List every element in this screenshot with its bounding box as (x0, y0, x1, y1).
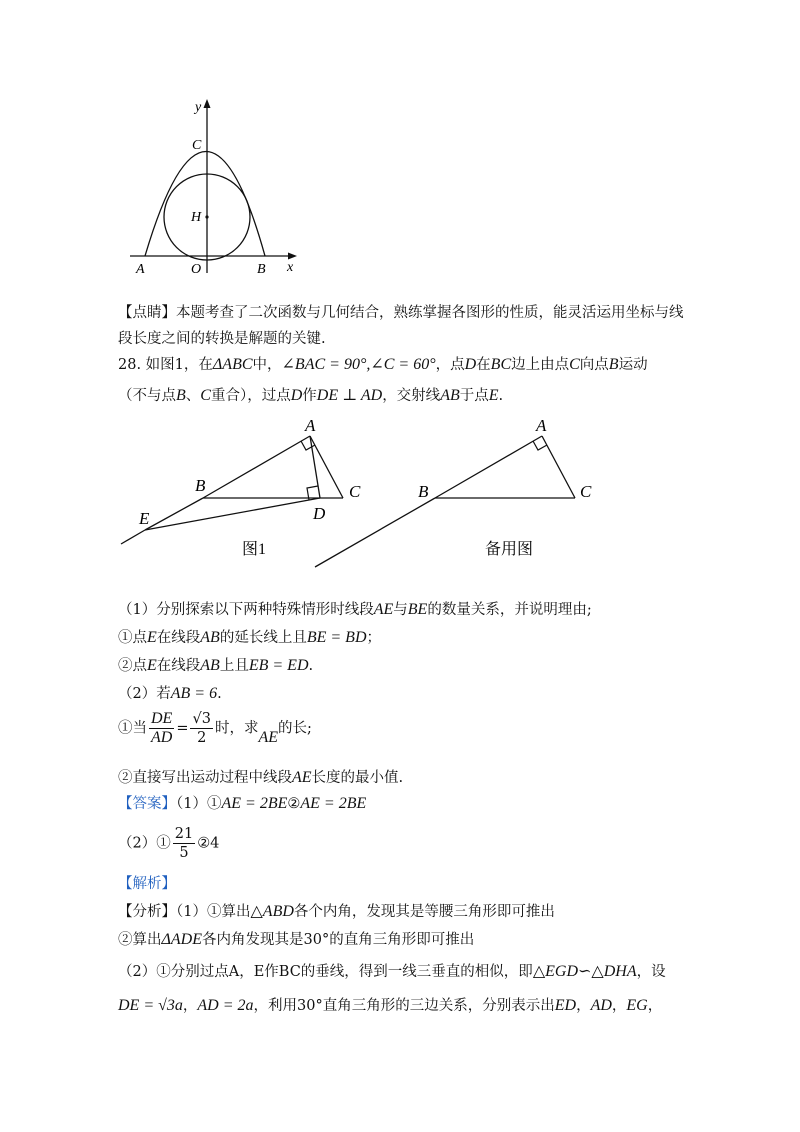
fig1-label-e: E (139, 509, 150, 528)
analysis-tag-line (118, 874, 176, 894)
analysis-subtag: 【分析】 (118, 904, 176, 920)
analysis-tag: 【解析】 (118, 876, 176, 892)
question-1-1 (118, 628, 381, 648)
equals-sign: = (176, 720, 189, 737)
question-text: 长度的最小值. (311, 770, 404, 786)
problem-math: C (200, 387, 211, 404)
problem-math: BC (490, 356, 512, 373)
problem-text: 于点 (459, 388, 489, 404)
label-o: O (191, 262, 202, 277)
analysis-line-1 (118, 902, 555, 922)
x-axis-arrow (288, 253, 297, 260)
problem-math: ∠BAC = 90°,∠C = 60° (281, 356, 436, 373)
analysis-text: 各个内角，发现其是等腰三角形即可推出 (293, 904, 555, 920)
comment-text-1: 本题考查了二次函数与几何结合，熟练掌握各图形的性质，能灵活运用坐标与线 (176, 305, 684, 321)
answer-math: AE = 2BE (300, 795, 367, 812)
problem-text: ，点 (435, 357, 465, 373)
comment-line-2 (118, 329, 326, 349)
problem-text: . (498, 388, 504, 404)
fig1-caption: 图1 (242, 541, 267, 558)
analysis-line-4 (118, 996, 662, 1016)
backup-caption: 备用图 (485, 541, 534, 558)
fig1-label-d: D (313, 504, 326, 523)
analysis-text: ， (611, 998, 627, 1014)
answer-text: （1）① (176, 796, 222, 812)
question-text: ②点 (118, 658, 147, 674)
analysis-text: 各内角发现其是30°的直角三角形即可推出 (202, 932, 475, 948)
triangle-figures (115, 412, 615, 572)
question-1 (118, 600, 592, 620)
question-text: 在线段 (156, 658, 201, 674)
backup-label-a: A (536, 416, 547, 435)
analysis-math: EG (626, 997, 648, 1014)
question-math: E (147, 629, 157, 646)
question-math: AB (200, 657, 220, 674)
analysis-math: ΔADE (161, 931, 202, 948)
answer-line-2 (118, 825, 219, 862)
analysis-math: AD = 2a (197, 997, 254, 1014)
analysis-math: △EGD∽△DHA (532, 963, 637, 980)
analysis-text: ， (576, 998, 591, 1014)
label-x: x (287, 260, 294, 275)
problem-text: 重合），过点 (210, 388, 291, 404)
analysis-math: DE = √3a (118, 997, 183, 1014)
answer-math: AE = 2BE (221, 795, 288, 812)
parabola (145, 152, 265, 257)
problem-math: E (488, 387, 499, 404)
analysis-math: AD (590, 997, 612, 1014)
label-h: H (191, 210, 202, 225)
analysis-text: ，设 (636, 964, 666, 980)
question-text: 的长; (278, 720, 312, 737)
fraction-numerator: 21 (174, 826, 194, 842)
analysis-text: ，利用30°直角三角形的三边关系，分别表示出 (253, 998, 555, 1014)
parabola-circle-figure (120, 95, 310, 280)
fraction-denominator: AD (151, 729, 173, 746)
problem-math: B (176, 387, 186, 404)
label-y: y (195, 100, 202, 115)
question-math: AE (373, 601, 394, 618)
problem-math: D (464, 356, 477, 373)
question-text: . (217, 686, 222, 702)
problem-text: 、 (185, 388, 201, 404)
question-math: BE (407, 601, 428, 618)
fraction-21-5 (173, 825, 195, 862)
fraction-numerator: DE (151, 710, 173, 727)
analysis-line-3 (118, 962, 666, 982)
analysis-text: （2）①分别过点A，E作BC的垂线，得到一线三垂直的相似，即 (118, 964, 533, 980)
problem-math: D (290, 387, 303, 404)
fig1-label-b: B (195, 476, 206, 495)
figure-1-triangle (121, 416, 361, 558)
fraction-sqrt3-2 (190, 710, 212, 747)
problem-text: 中， (252, 357, 282, 373)
problem-line-2 (118, 386, 503, 406)
question-text: 的延长线上且 (219, 630, 307, 646)
label-b: B (257, 262, 266, 277)
question-math: AB (200, 629, 220, 646)
problem-text: 28. 如图1，在 (118, 357, 213, 373)
question-text: ①当 (118, 720, 147, 737)
question-2-1 (118, 710, 312, 747)
question-text: （2）若 (118, 686, 171, 702)
analysis-text: ②算出 (118, 932, 162, 948)
problem-text: 向点 (579, 357, 609, 373)
question-text: 上且 (219, 658, 249, 674)
fraction-numerator: √3 (192, 711, 211, 727)
fig1-label-c: C (349, 482, 361, 501)
fraction-de-ad (149, 710, 174, 747)
question-math: AB = 6 (170, 685, 218, 702)
analysis-math: ED (554, 997, 577, 1014)
problem-math: ΔABC (212, 356, 253, 373)
answer-text: ②4 (197, 835, 220, 852)
question-text: ②直接写出运动过程中线段 (118, 770, 292, 786)
fraction-denominator: 5 (179, 845, 189, 861)
comment-text-2: 段长度之间的转换是解题的关键. (118, 331, 326, 347)
fraction-denominator: 2 (197, 730, 207, 746)
question-1-2 (118, 656, 313, 676)
answer-line-1 (118, 794, 366, 814)
question-text: 的数量关系，并说明理由; (427, 602, 592, 618)
problem-math: B (608, 356, 619, 373)
y-axis-arrow (204, 99, 211, 108)
problem-text: ，交射线 (382, 388, 441, 404)
question-text: 与 (393, 602, 408, 618)
problem-text: （不与点 (118, 388, 176, 404)
question-2-2 (118, 768, 403, 788)
fig1-label-a: A (305, 416, 316, 435)
analysis-math: △ABD (250, 903, 294, 920)
analysis-text: ， (647, 998, 663, 1014)
problem-text: 作 (302, 388, 317, 404)
center-h-point (205, 215, 208, 218)
backup-label-c: C (580, 482, 592, 501)
question-math: AE (292, 769, 312, 786)
problem-math: DE ⊥ AD (316, 387, 383, 404)
answer-text: ② (287, 796, 301, 812)
question-text: 在线段 (156, 630, 201, 646)
question-text: （1）分别探索以下两种特殊情形时线段 (118, 602, 374, 618)
problem-text: 运动 (618, 357, 648, 373)
question-text: 时，求 (214, 720, 259, 737)
analysis-text: ， (182, 998, 198, 1014)
label-a: A (136, 262, 145, 277)
question-text: . (308, 658, 314, 674)
comment-tag: 【点睛】 (118, 305, 176, 321)
problem-line-1 (118, 355, 648, 375)
question-math: EB = ED (248, 657, 309, 674)
analysis-line-2 (118, 930, 474, 950)
comment-line-1 (118, 303, 684, 323)
question-math: E (147, 657, 157, 674)
label-c: C (192, 138, 202, 153)
problem-math: C (569, 356, 580, 373)
question-math: AE (258, 728, 278, 746)
problem-text: 边上由点 (511, 357, 570, 373)
question-text: ①点 (118, 630, 147, 646)
problem-math: AB (440, 387, 460, 404)
answer-tag: 【答案】 (118, 796, 176, 812)
question-text: ； (366, 630, 381, 646)
question-math: BE = BD (306, 629, 367, 646)
backup-label-b: B (418, 482, 429, 501)
answer-text: （2）① (118, 835, 171, 852)
question-2 (118, 684, 222, 704)
problem-text: 在 (476, 357, 491, 373)
analysis-text: （1）①算出 (176, 904, 251, 920)
